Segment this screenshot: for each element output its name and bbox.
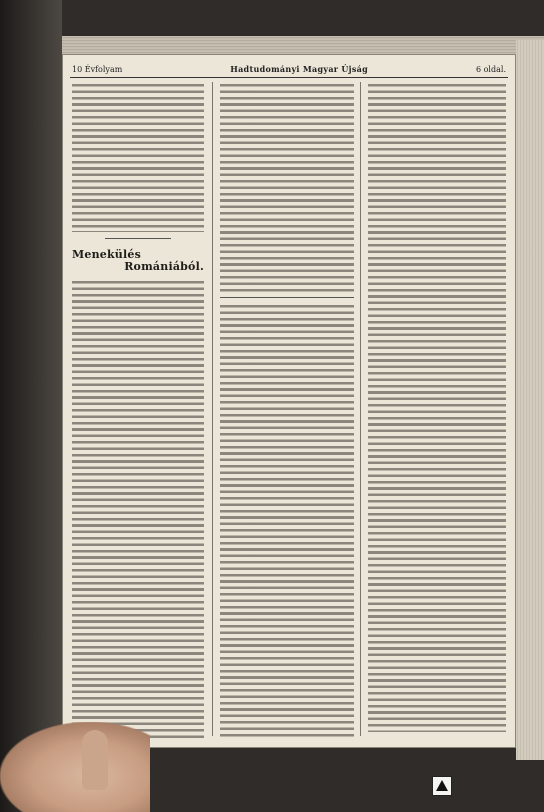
page-number-right: 6 oldal. — [475, 64, 506, 74]
hand-holding-page — [0, 722, 150, 812]
column-2 — [220, 82, 354, 738]
text-block — [220, 303, 354, 738]
finger — [82, 730, 108, 790]
column-rule — [212, 82, 213, 736]
publication-title: Hadtudományi Magyar Újság — [230, 64, 369, 74]
head-rule — [70, 77, 508, 78]
library-stamp-icon — [432, 776, 452, 796]
page-number-left: 10 Évfolyam — [72, 64, 123, 74]
page-edge-top — [62, 36, 544, 54]
article-title — [72, 249, 204, 273]
article-title-line-1: Menekülés — [72, 248, 141, 261]
column-3 — [368, 82, 506, 738]
divider — [220, 297, 354, 298]
divider — [105, 238, 171, 239]
article-title-line-2: Romániából. — [124, 260, 204, 273]
column-rule — [360, 82, 361, 736]
newspaper-page — [62, 54, 516, 748]
column-1 — [72, 82, 204, 738]
text-block — [72, 82, 204, 232]
triangle-icon — [436, 780, 448, 791]
text-block — [72, 279, 204, 738]
text-block — [220, 82, 354, 292]
text-block — [368, 82, 506, 732]
binding-shadow — [0, 0, 62, 812]
running-head — [72, 62, 506, 76]
page-edge-right — [516, 40, 544, 760]
